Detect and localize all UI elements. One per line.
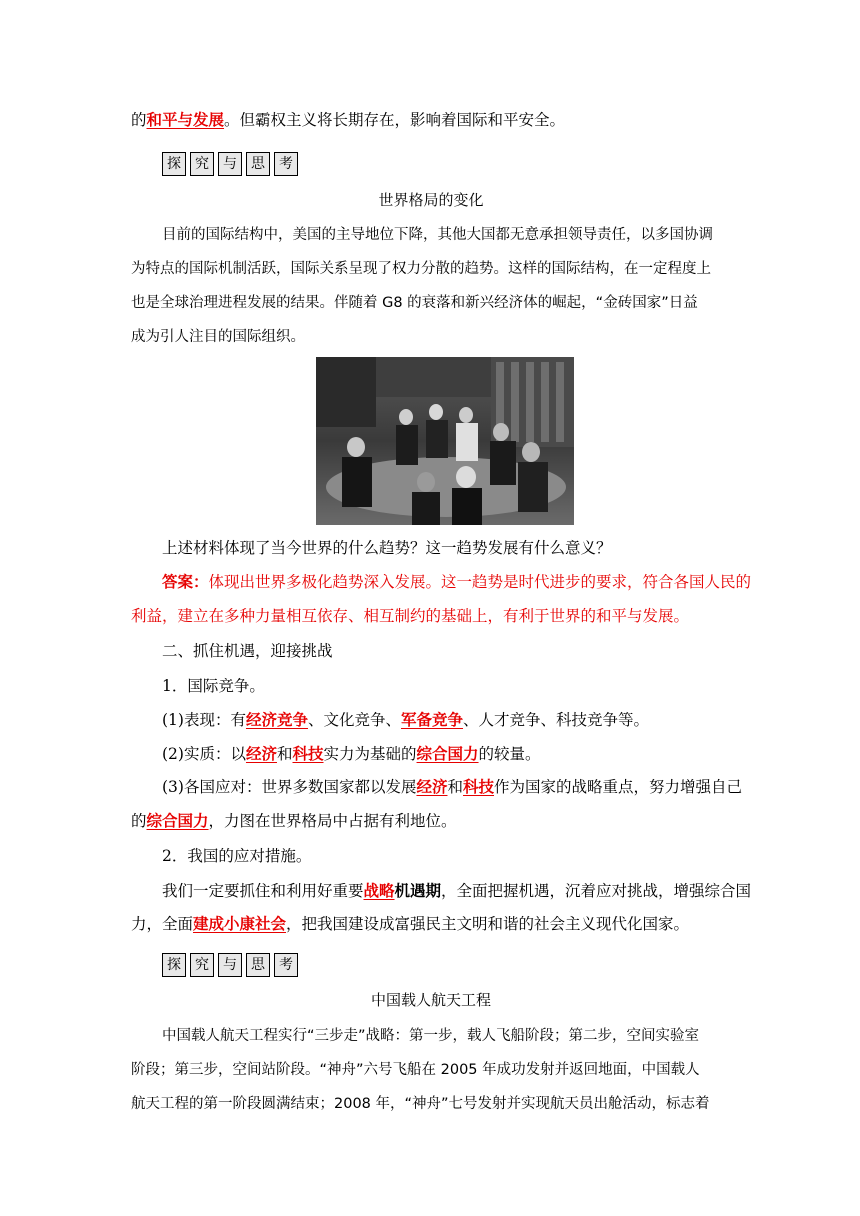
answer-text: 体现出世界多极化趋势深入发展。这一趋势是时代进步的要求，符合各国人民的: [208, 573, 752, 591]
text: 力，全面: [131, 915, 194, 933]
point-line: [131, 913, 731, 935]
label-char: 究: [190, 953, 214, 977]
part-heading: 二、抓住机遇，迎接挑战: [162, 642, 333, 660]
item-heading: 2．我国的应对措施。: [162, 847, 312, 865]
material-line: 也是全球治理进程发展的结果。伴随着 G8 的衰落和新兴经济体的崛起，“金砖国家”日益: [131, 295, 698, 311]
answer-label: 答案：: [162, 572, 209, 591]
answer-blank: 军备竞争: [401, 710, 464, 729]
label-char: 探: [162, 152, 186, 176]
question-line: 上述材料体现了当今世界的什么趋势？这一趋势发展有什么意义？: [162, 539, 612, 557]
label-char: 究: [190, 152, 214, 176]
material-line: 为特点的国际机制活跃，国际关系呈现了权力分散的趋势。这样的国际结构，在一定程度上: [131, 261, 711, 277]
label-char: 考: [274, 953, 298, 977]
point-line: [162, 776, 762, 798]
answer-line: 利益，建立在多种力量相互依存、相互制约的基础上，有利于世界的和平与发展。: [131, 607, 690, 625]
intro-line: [131, 109, 731, 131]
label-char: 思: [246, 152, 270, 176]
point-line: [162, 743, 762, 765]
item-heading: 1．国际竞争。: [162, 677, 265, 695]
material-line: 中国载人航天工程实行“三步走”战略：第一步，载人飞船阶段；第二步，空间实验室: [162, 1028, 700, 1044]
section-title: 世界格局的变化: [378, 191, 484, 209]
intro-rest: 。但霸权主义将长期存在，影响着国际和平安全。: [224, 111, 566, 129]
answer-blank: 综合国力: [146, 811, 209, 830]
text: 作为国家的战略重点，努力增强自己: [494, 778, 743, 796]
text: 和: [447, 778, 463, 796]
text: 的较量。: [478, 745, 541, 763]
text: 和: [276, 745, 293, 763]
answer-blank: 和平与发展: [146, 110, 225, 129]
answer-blank: 综合国力: [416, 744, 479, 763]
text: 、文化竞争、: [307, 711, 401, 729]
text: ，全面把握机遇，沉着应对挑战，增强综合国: [441, 882, 752, 900]
label-char: 与: [218, 953, 242, 977]
label-char: 探: [162, 953, 186, 977]
text: (3)各国应对：世界多数国家都以发展: [162, 778, 417, 796]
answer-blank: 建成小康社会: [193, 914, 287, 933]
answer-blank: 战略: [363, 881, 395, 900]
text: 我们一定要抓住和利用好重要: [162, 882, 364, 900]
text: (2)实质：以: [162, 745, 246, 763]
section-title: 中国载人航天工程: [370, 991, 491, 1009]
label-char: 考: [274, 152, 298, 176]
intro-prefix: 的: [131, 111, 147, 129]
point-line: [131, 810, 731, 832]
text: 的: [131, 812, 147, 830]
answer-blank: 经济: [416, 777, 448, 796]
meeting-photo: [316, 357, 574, 525]
label-char: 与: [218, 152, 242, 176]
bold-text: 机遇期: [394, 881, 442, 900]
material-line: 阶段；第三步，空间站阶段。“神舟”六号飞船在 2005 年成功发射并返回地面，中国载人: [131, 1062, 700, 1078]
material-line: 成为引人注目的国际组织。: [131, 329, 305, 345]
text: (1)表现：有: [162, 711, 246, 729]
text: 、人才竞争、科技竞争等。: [463, 711, 650, 729]
meeting-photo-graphic: [316, 357, 574, 525]
answer-blank: 经济竞争: [245, 710, 308, 729]
material-line: 目前的国际结构中，美国的主导地位下降，其他大国都无意承担领导责任，以多国协调: [162, 227, 713, 243]
answer-line: [162, 571, 762, 593]
text: ，力图在世界格局中占据有利地位。: [208, 812, 457, 830]
text: ，把我国建设成富强民主文明和谐的社会主义现代化国家。: [286, 915, 690, 933]
explore-think-label: [162, 953, 298, 977]
point-line: [162, 709, 762, 731]
answer-blank: 科技: [463, 777, 495, 796]
text: 实力为基础的: [323, 745, 417, 763]
answer-blank: 科技: [292, 744, 324, 763]
material-line: 航天工程的第一阶段圆满结束；2008 年，“神舟”七号发射并实现航天员出舱活动，标志着: [131, 1096, 710, 1112]
point-line: [162, 880, 762, 902]
answer-blank: 经济: [245, 744, 277, 763]
label-char: 思: [246, 953, 270, 977]
explore-think-label: [162, 152, 298, 176]
